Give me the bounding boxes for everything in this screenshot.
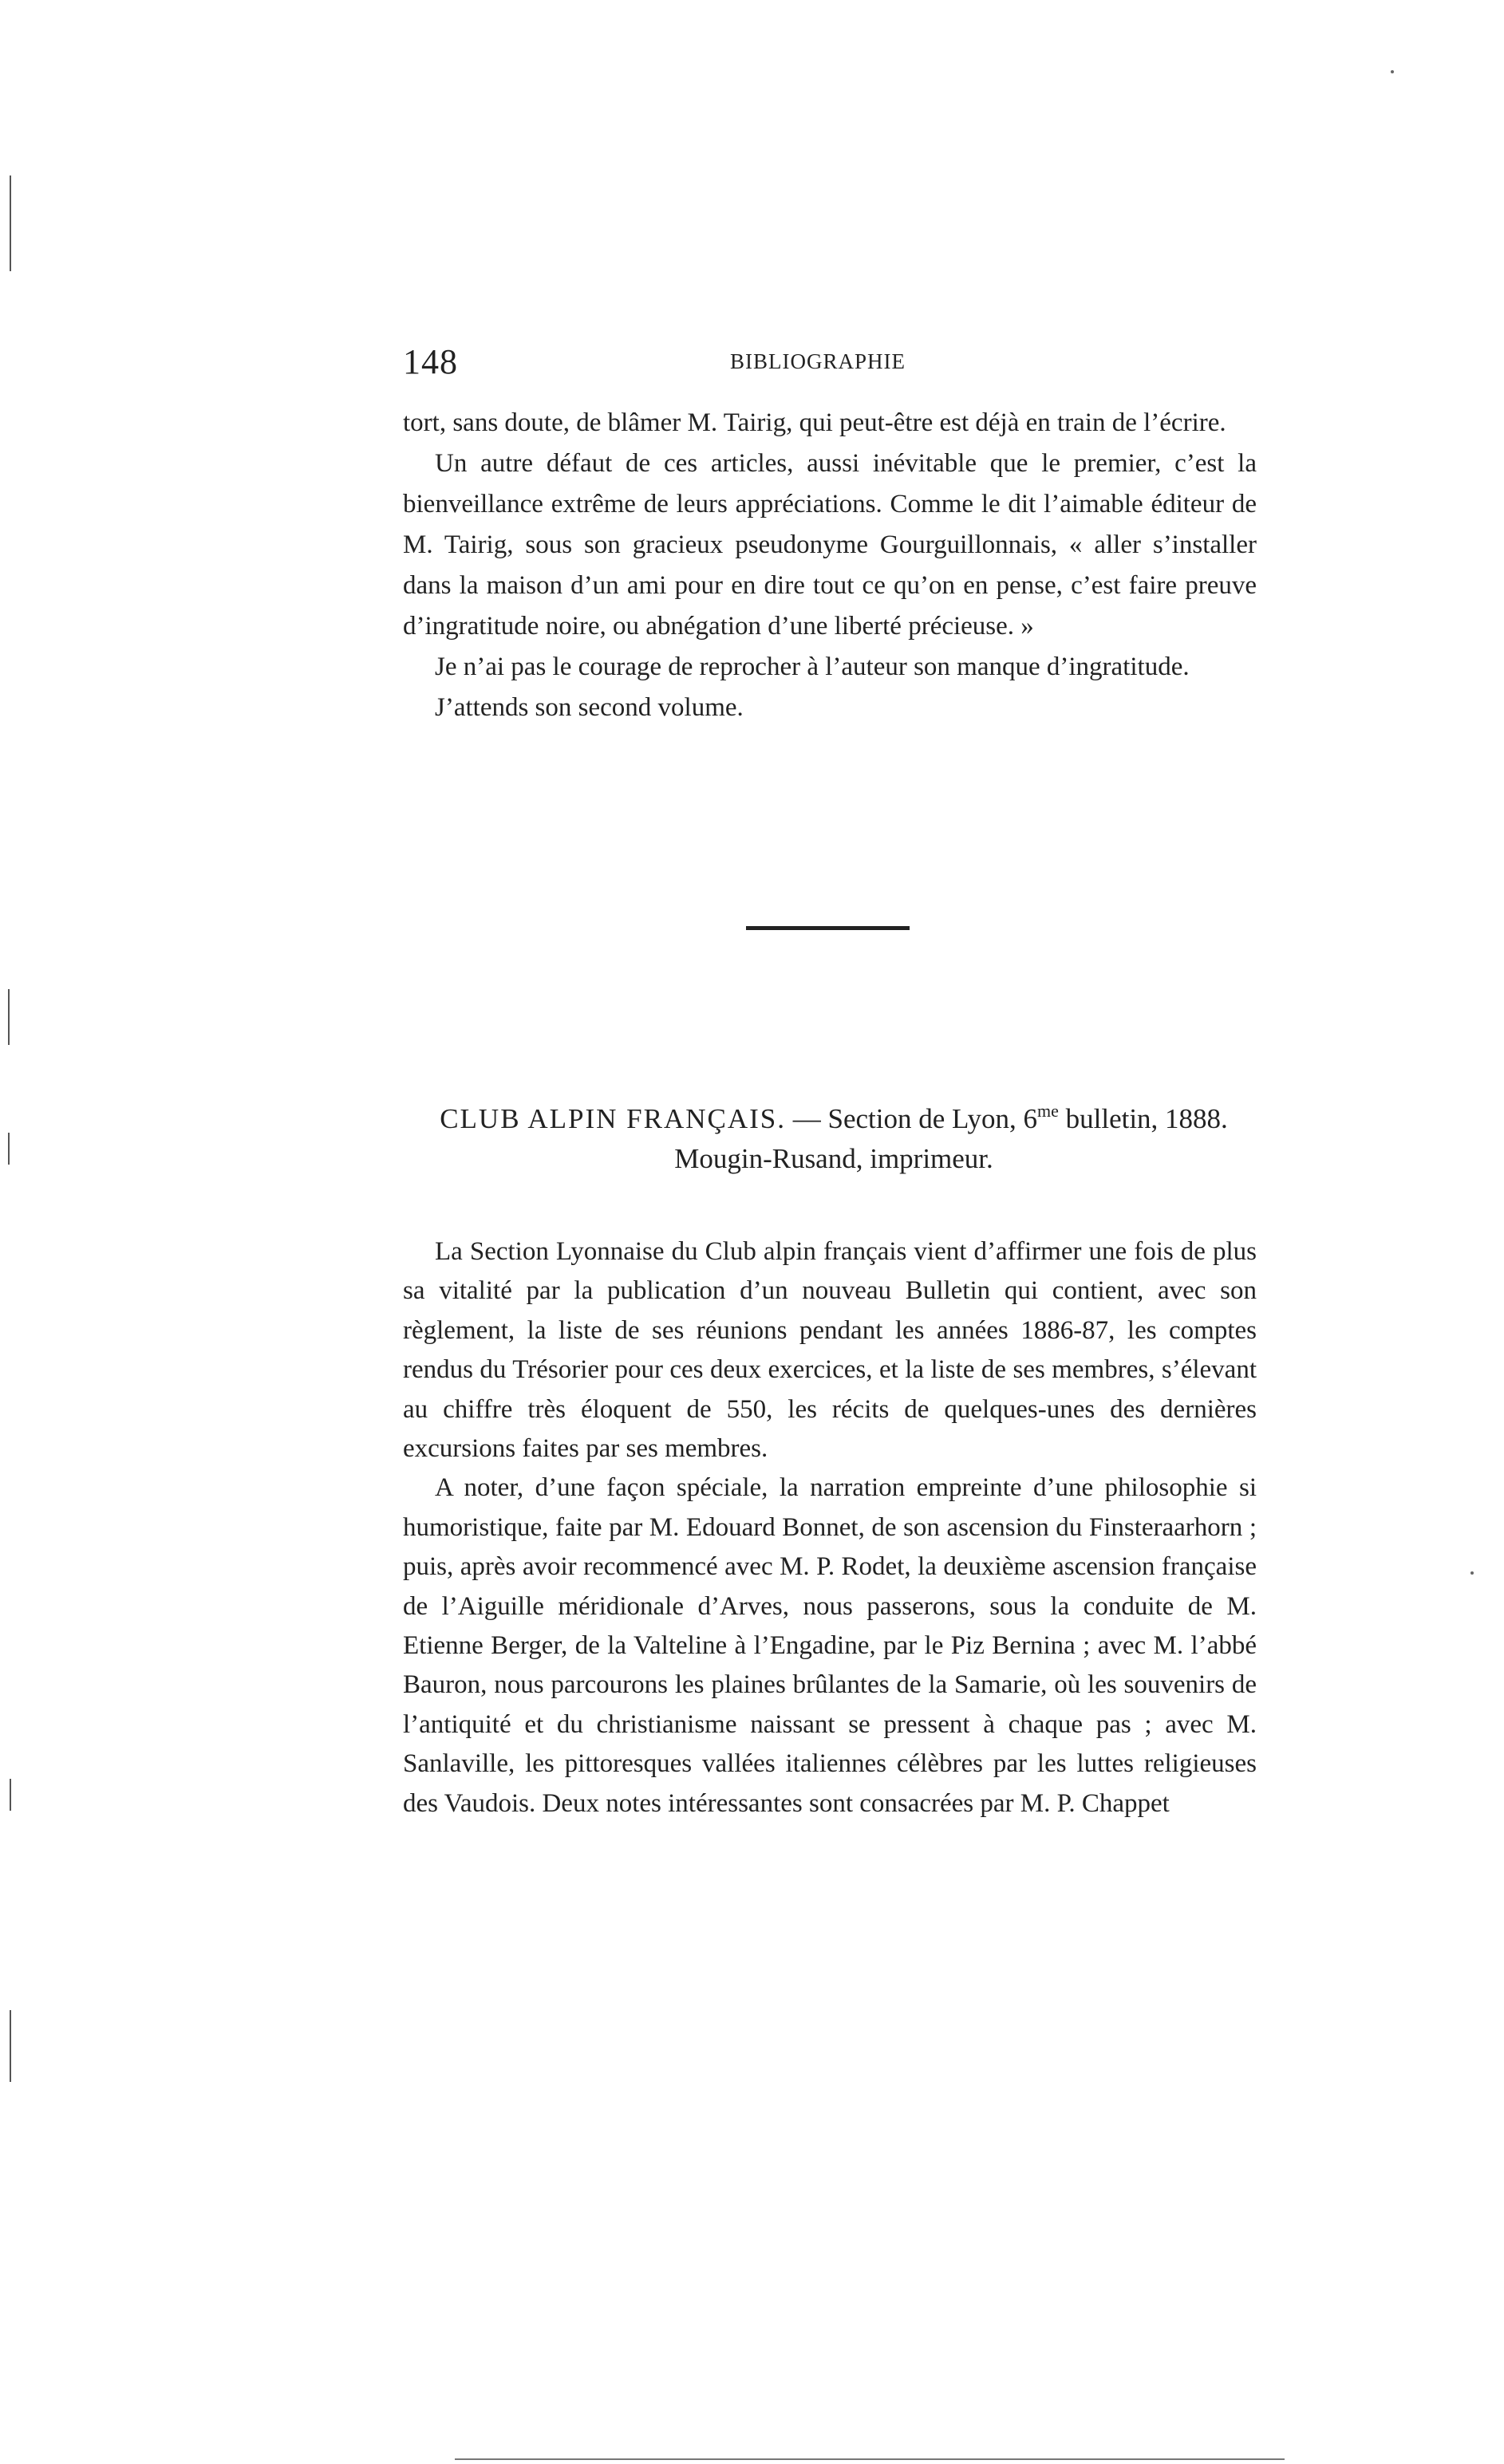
scan-dust-speck <box>1470 1571 1474 1575</box>
section-title-main: CLUB ALPIN FRANÇAIS. <box>440 1103 787 1134</box>
section-separator-rule <box>746 926 910 930</box>
section-title-year: bulletin, 1888. <box>1058 1103 1228 1134</box>
paragraph: A noter, d’une façon spéciale, la narration empreinte d’une philosophie si humoristique, faite par M. Edouard Bonnet, de son ascension du Finsteraarhorn ; puis, après avoir recommencé avec M. P. Rodet, la deuxième ascension française de l’Aiguille méridionale d’Arves, nous passerons, sous la conduite de M. Etienne Berger, de la Valteline à l’Engadine, par le Piz Bernina ; avec M. l’abbé Bauron, nous parcourons les plaines brûlantes de la Samarie, où les souvenirs de l’antiquité et du christianisme naissant se pressent à chaque pas ; avec M. Sanlaville, les pittoresques vallées italiennes célèbres par les luttes religieuses des Vaudois. Deux notes intéressantes sont consacrées par M. P. Chappet <box>403 1473 1257 1818</box>
scan-margin-mark <box>10 1779 11 1811</box>
continuation-text <box>403 403 1257 728</box>
scan-margin-mark <box>8 1133 10 1165</box>
page-number: 148 <box>403 342 458 381</box>
section-heading <box>403 1091 1265 1179</box>
section-subtitle: Mougin-Rusand, imprimeur. <box>674 1143 993 1174</box>
paragraph: tort, sans doute, de blâmer M. Tairig, qui peut-être est déjà en train de l’écrire. <box>403 408 1226 437</box>
scan-bottom-edge <box>455 2458 1285 2460</box>
scan-dust-speck <box>1391 70 1394 73</box>
page-header <box>403 341 1265 397</box>
paragraph: J’attends son second volume. <box>435 693 744 722</box>
scan-margin-mark <box>10 175 11 271</box>
scan-margin-mark <box>8 989 10 1045</box>
section-title-rest: — Section de Lyon, 6 <box>786 1103 1037 1134</box>
paragraph: Un autre défaut de ces articles, aussi inévitable que le premier, c’est la bienveillance extrême de leurs appréciations. Comme le dit l’aimable éditeur de M. Tairig, sous son gracieux pseudonyme Gourguillonnais, « aller s’installer dans la maison d’un ami pour en dire tout ce qu’on en pense, c’est faire preuve d’ingratitude noire, ou abnégation d’une liberté précieuse. » <box>403 449 1257 641</box>
section-title-ordinal: me <box>1036 1101 1059 1121</box>
section-body <box>403 1232 1257 1823</box>
section-title-line <box>403 1091 1265 1139</box>
paragraph: Je n’ai pas le courage de reprocher à l’auteur son manque d’ingratitude. <box>435 652 1190 681</box>
scan-margin-mark <box>10 2010 11 2082</box>
paragraph: La Section Lyonnaise du Club alpin français vient d’affirmer une fois de plus sa vitalité par la publication d’un nouveau Bulletin qui contient, avec son règlement, la liste de ses réunions pendant les années 1886-87, les comptes rendus du Trésorier pour ces deux exercices, et la liste de ses membres, s’élevant au chiffre très éloquent de 550, les récits de quelques-unes des dernières excursions faites par ses membres. <box>403 1237 1257 1464</box>
running-head: BIBLIOGRAPHIE <box>730 349 906 373</box>
